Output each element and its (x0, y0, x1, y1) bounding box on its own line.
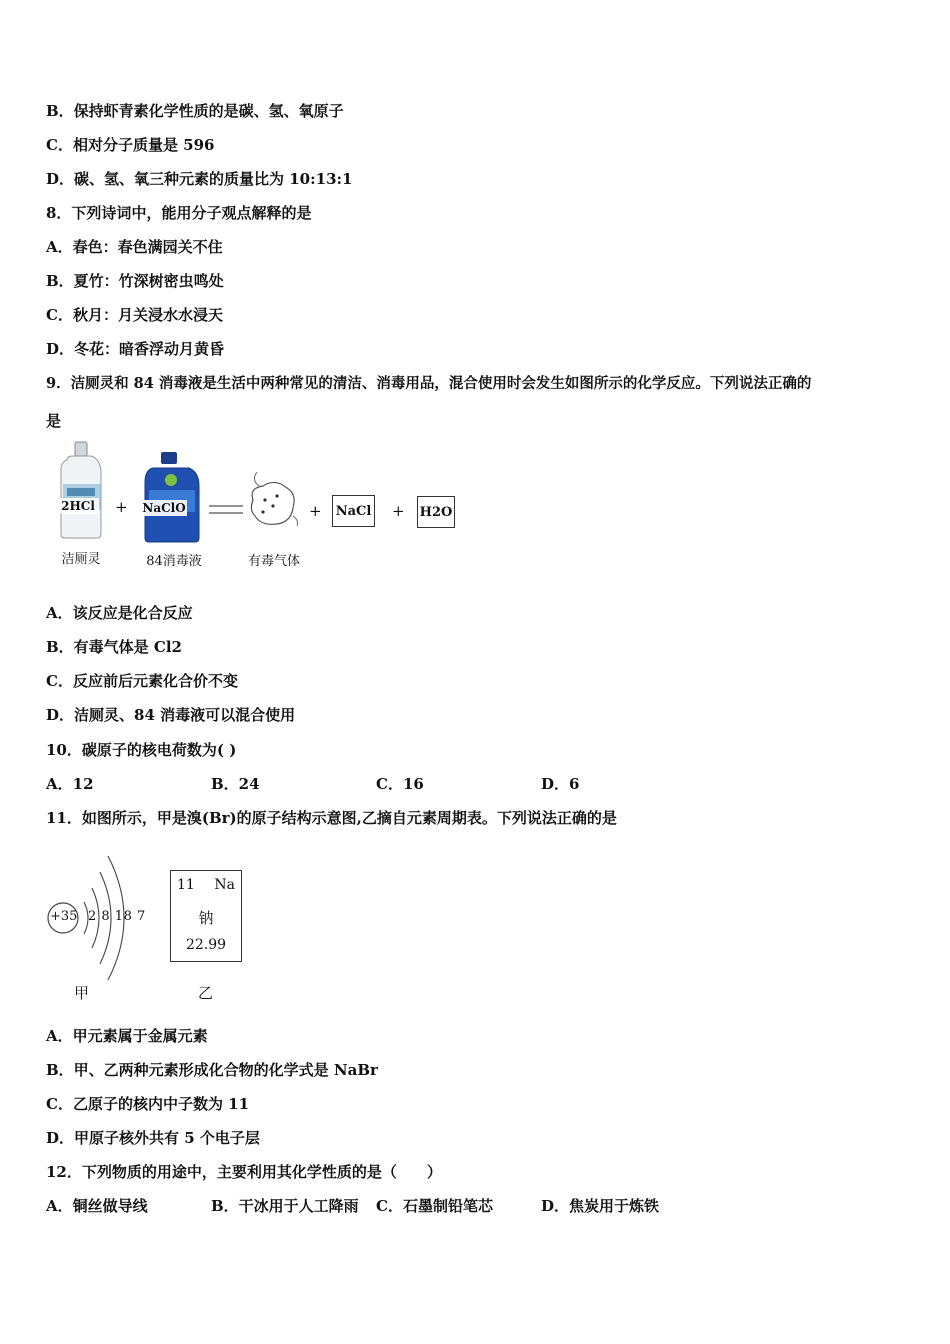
q11-option-d: D．甲原子核外共有 5 个电子层 (46, 1129, 260, 1147)
q10-options-row (46, 774, 746, 794)
q8-option-c: C．秋月：月关浸水水浸天 (46, 306, 223, 324)
q9-option-b: B．有毒气体是 Cl2 (46, 638, 182, 656)
plus-sign-1: + (115, 498, 128, 516)
q9-stem-line2: 是 (46, 412, 62, 430)
atomic-mass: 22.99 (185, 937, 227, 953)
periodic-table-cell (170, 870, 242, 962)
reactant1-formula: 2HCl (57, 498, 99, 514)
q8-option-a: A．春色：春色满园关不住 (46, 238, 223, 256)
toilet-cleaner-bottle-icon (57, 440, 107, 540)
electron-shells: 2 8 18 7 (88, 909, 146, 924)
nucleus-charge: +35 (50, 909, 78, 924)
q12-option-c: C．石墨制铅笔芯 (376, 1197, 493, 1215)
label-yi: 乙 (198, 984, 214, 1002)
q12-options-row (46, 1196, 746, 1216)
q9-reaction-figure (55, 440, 465, 575)
q10-option-d: D．6 (541, 775, 580, 793)
q8-stem: 8．下列诗词中，能用分子观点解释的是 (46, 204, 312, 222)
q9-option-c: C．反应前后元素化合价不变 (46, 672, 238, 690)
plus-sign-2: + (309, 502, 322, 520)
q10-option-c: C．16 (376, 775, 424, 793)
q11-option-b: B．甲、乙两种元素形成化合物的化学式是 NaBr (46, 1061, 378, 1079)
q8-option-b: B．夏竹：竹深树密虫鸣处 (46, 272, 224, 290)
q9-option-d: D．洁厕灵、84 消毒液可以混合使用 (46, 706, 296, 724)
q11-option-a: A．甲元素属于金属元素 (46, 1027, 208, 1045)
q11-stem: 11．如图所示，甲是溴(Br)的原子结构示意图,乙摘自元素周期表。下列说法正确的是 (46, 809, 617, 827)
q8-option-d: D．冬花：暗香浮动月黄昏 (46, 340, 225, 358)
q12-option-b: B．干冰用于人工降雨 (211, 1197, 359, 1215)
q7-option-d: D．碳、氢、氧三种元素的质量比为 10:13:1 (46, 170, 353, 188)
product2-nacl: NaCl (332, 495, 375, 527)
q12-option-a: A．铜丝做导线 (46, 1197, 148, 1215)
disinfectant-bottle-icon (143, 452, 203, 544)
q12-stem: 12．下列物质的用途中，主要利用其化学性质的是（ ） (46, 1163, 442, 1181)
label-jia: 甲 (74, 984, 90, 1002)
q7-option-b: B．保持虾青素化学性质的是碳、氢、氧原子 (46, 102, 344, 120)
product3-h2o: H2O (417, 496, 455, 528)
reactant2-formula: NaClO (142, 501, 186, 515)
q12-option-d: D．焦炭用于炼铁 (541, 1197, 660, 1215)
q11-option-c: C．乙原子的核内中子数为 11 (46, 1095, 250, 1113)
q9-option-a: A．该反应是化合反应 (46, 604, 193, 622)
q10-stem: 10．碳原子的核电荷数为( ) (46, 741, 237, 759)
equals-sign-icon (209, 504, 245, 516)
toxic-gas-cloud-icon (243, 464, 303, 534)
atomic-number: 11 (177, 877, 195, 893)
reactant2-caption: 84消毒液 (146, 554, 202, 569)
element-symbol: Na (214, 877, 235, 893)
plus-sign-3: + (392, 502, 405, 520)
q10-option-b: B．24 (211, 775, 260, 793)
product1-caption: 有毒气体 (247, 554, 300, 569)
q10-option-a: A．12 (46, 775, 94, 793)
q11-figure (44, 842, 254, 1004)
element-name: 钠 (198, 909, 214, 927)
q9-stem-line1: 9．洁厕灵和 84 消毒液是生活中两种常见的清洁、消毒用品，混合使用时会发生如图所示的化学反应。下列说法正确的 (46, 375, 812, 392)
reactant1-caption: 洁厕灵 (61, 552, 101, 567)
q7-option-c: C．相对分子质量是 596 (46, 136, 215, 154)
